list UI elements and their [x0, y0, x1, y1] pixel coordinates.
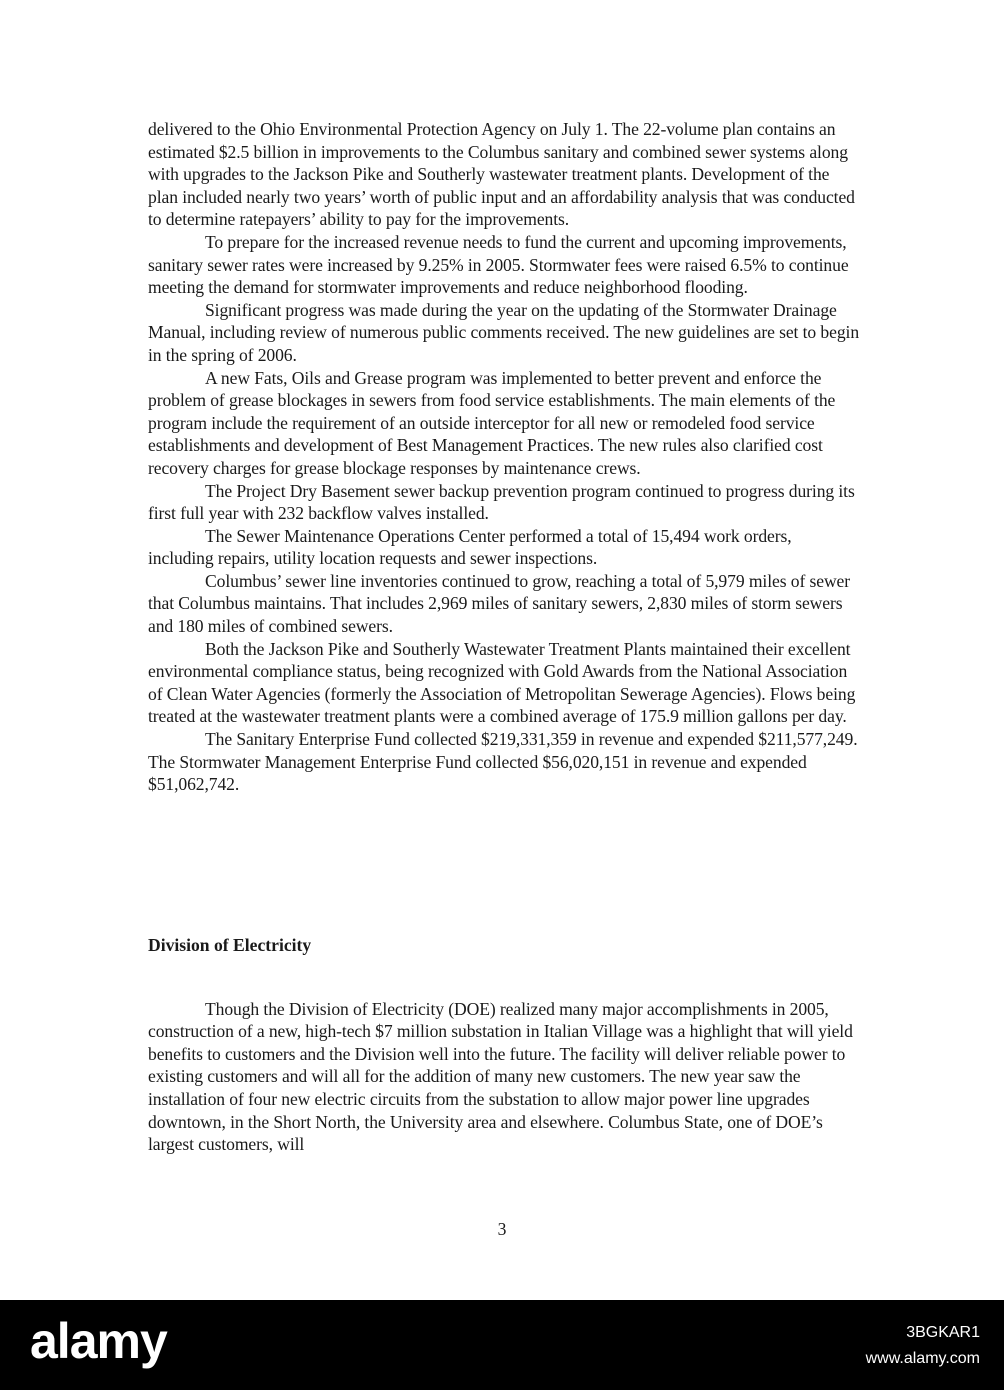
paragraph: Columbus’ sewer line inventories continued to grow, reaching a total of 5,979 miles of sewer that Columbus maintains. That includes 2,969 miles of sanitary sewers, 2,830 miles of storm sewers and 180 miles of combined sewers. — [148, 570, 851, 637]
body-text-top — [148, 118, 860, 796]
paragraph: The Sewer Maintenance Operations Center performed a total of 15,494 work orders, including repairs, utility location requests and sewer inspections. — [148, 525, 792, 569]
watermark-banner — [0, 1300, 1004, 1390]
paragraph: The Sanitary Enterprise Fund collected $219,331,359 in revenue and expended $211,577,249. The Stormwater Management Enterprise Fund collected $56,020,151 in revenue and expended $51,062,742. — [148, 729, 858, 795]
paragraph: To prepare for the increased revenue needs to fund the current and upcoming improvements, sanitary sewer rates were increased by 9.25% in 2005. Stormwater fees were raised 6.5% to continue meeting the demand for stormwater improvements and reduce neighborhood flooding. — [148, 231, 849, 298]
paragraph: delivered to the Ohio Environmental Protection Agency on July 1. The 22-volume plan contains an estimated $2.5 billion in improvements to the Columbus sanitary and combined sewer systems along with upgrades to the Jackson Pike and Southerly wastewater treatment plants. Development of the plan included nearly two years’ worth of public input and an affordability analysis that was conducted to determine ratepayers’ ability to pay for the improvements. — [148, 119, 855, 230]
paragraph: Though the Division of Electricity (DOE) realized many major accomplishments in 2005, construction of a new, high-tech $7 million substation in Italian Village was a highlight that will yield benefits to customers and the Division well into the future. The facility will deliver reliable power to existing customers and will all for the addition of many new customers. The new year saw the installation of four new electric circuits from the substation to allow major power line upgrades downtown, in the Short North, the University area and elsewhere. Columbus State, one of DOE’s largest customers, will — [148, 998, 853, 1155]
body-text-bottom — [148, 980, 860, 1173]
paragraph: Significant progress was made during the year on the updating of the Stormwater Drainage Manual, including review of numerous public comments received. The new guidelines are set to begin in the spring of 2006. — [148, 299, 860, 365]
site-url: www.alamy.com — [865, 1350, 980, 1367]
image-id: 3BGKAR1 — [906, 1324, 980, 1341]
alamy-logo: alamy — [30, 1313, 167, 1369]
paragraph: The Project Dry Basement sewer backup prevention program continued to progress during its first full year with 232 backflow valves installed. — [148, 480, 855, 524]
section-heading: Division of Electricity — [148, 935, 312, 955]
paragraph: A new Fats, Oils and Grease program was implemented to better prevent and enforce the problem of grease blockages in sewers from food service establishments. The main elements of the program include the requirement of an outside interceptor for all new or remodeled food service establishments and development of Best Management Practices. The new rules also clarified cost recovery charges for grease blockage responses by maintenance crews. — [148, 367, 836, 478]
page-number: 3 — [497, 1219, 507, 1239]
paragraph: Both the Jackson Pike and Southerly Wastewater Treatment Plants maintained their excellent environmental compliance status, being recognized with Gold Awards from the National Association of Clean Water Agencies (formerly the Association of Metropolitan Sewerage Agencies). Flows being treated at the wastewater treatment plants were a combined average of 175.9 million gallons per day. — [148, 638, 856, 727]
